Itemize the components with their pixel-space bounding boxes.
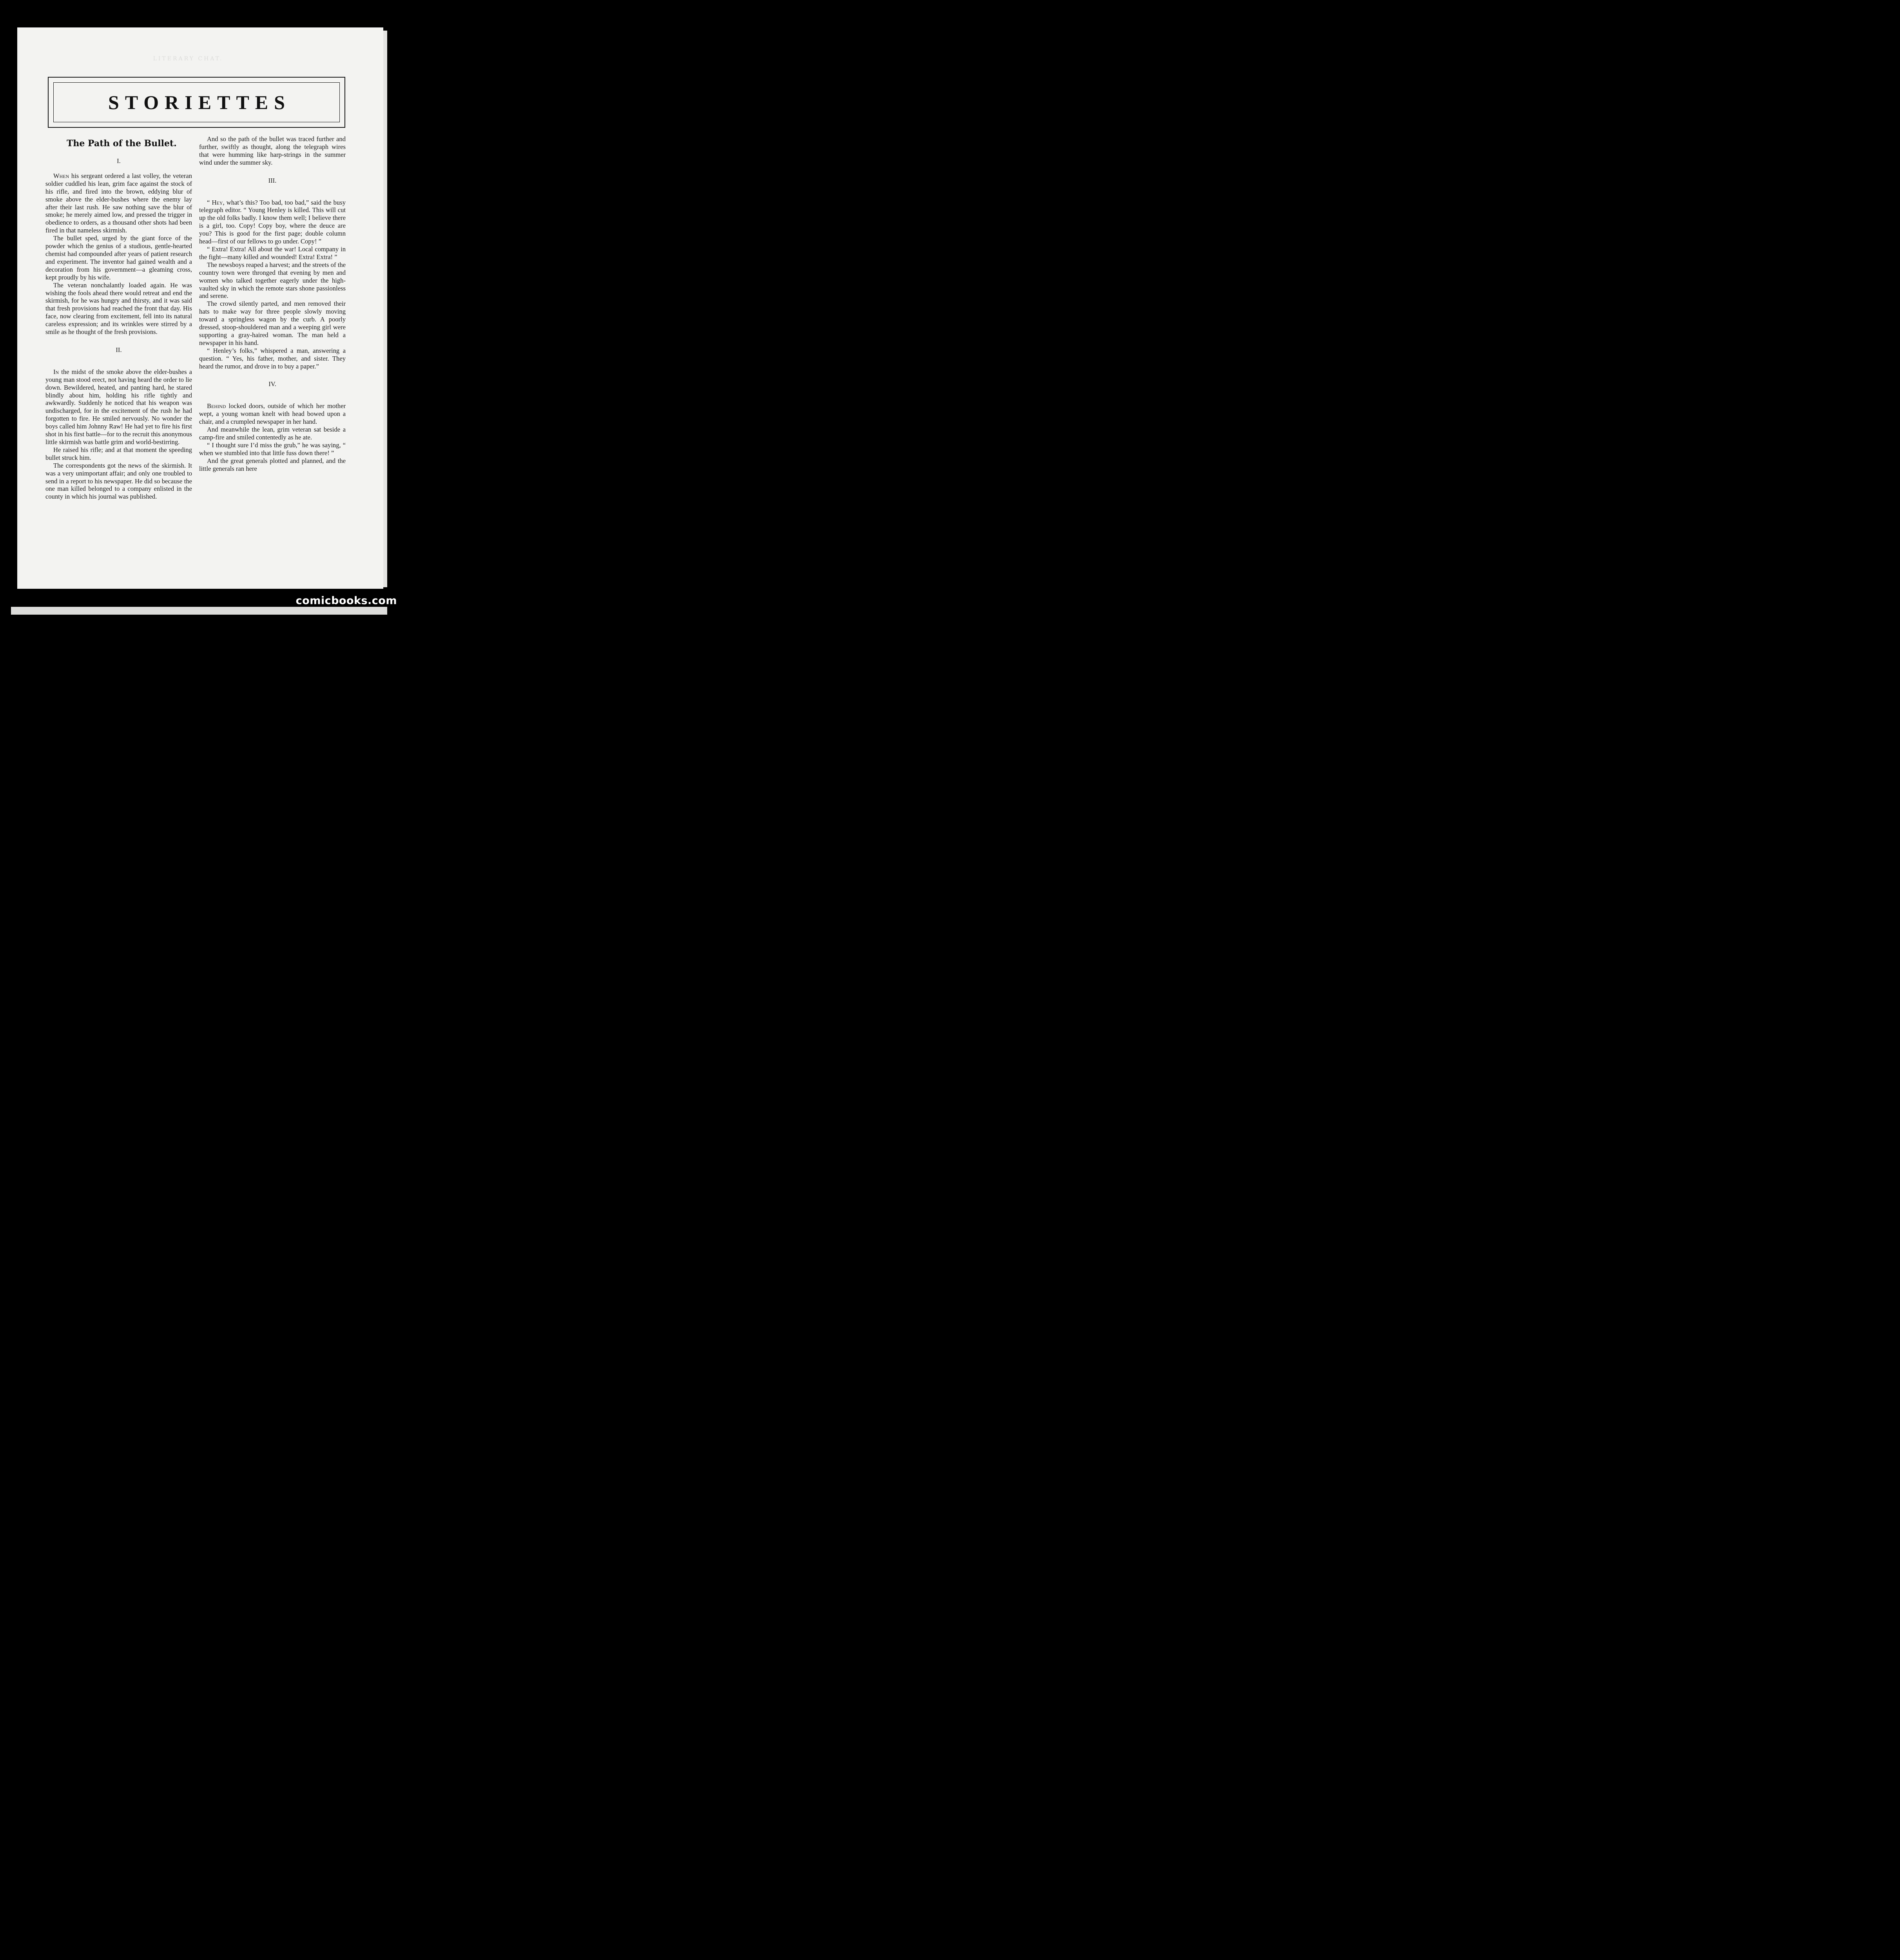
paragraph: And so the path of the bullet was traced further and further, swiftly as thought, along the telegraph wires that were humming like harp-strings in the summer wind under the summer sky. [199, 135, 346, 166]
paragraph-text: what’s this? Too bad, too bad,” said the busy telegraph editor. “ Young Henley is killed. This will cut up the old folks badly. I know them well; I believe there is a girl, too. Copy! Copy boy, where the deuce are you? This is good for the first page; double column head—first of our fellows to go under. Copy! ” [199, 198, 346, 245]
paragraph-lead: When [53, 172, 69, 180]
paragraph [45, 368, 192, 446]
paragraph: And meanwhile the lean, grim veteran sat beside a camp-fire and smiled contentedly as he ate. [199, 426, 346, 441]
spacer [199, 370, 346, 380]
watermark: comicbooks.com [296, 595, 397, 607]
section-title: STORIETTES [108, 91, 291, 113]
next-page-edge [11, 607, 387, 615]
paragraph [199, 199, 346, 245]
paragraph: “ Henley’s folks,” whispered a man, answering a question. “ Yes, his father, mother, and sister. They heard the rumor, and drove in to buy a paper.” [199, 347, 346, 370]
section-numeral: III. [268, 176, 277, 184]
paragraph-text: the midst of the smoke above the elder-bushes a young man stood erect, not having heard the order to lie down. Bewildered, heated, and panting hard, he stared blindly about him, holding his rifle tightly and awkwardly. Suddenly he noticed that his weapon was undischarged, for in the excitement of the rush he had forgotten to fire. He smiled nervously. No wonder the boys called him Johnny Raw! He had yet to fire his first shot in his first battle—for to the recruit this anonymous little skirmish was battle grim and world-bestirring. [45, 368, 192, 446]
spacer [199, 395, 346, 402]
paragraph-text: his sergeant ordered a last volley, the veteran soldier cuddled his lean, grim face against the stock of his rifle, and fired into the brown, eddying blur of smoke above the elder-bushes where the enemy lay after their last rush. He saw nothing save the blur of smoke; he merely aimed low, and pressed the trigger in obedience to orders, as a thousand other shots had been fired in that nameless skirmish. [45, 172, 192, 234]
paragraph: And the great generals plotted and planned, and the little generals ran here [199, 457, 346, 472]
spacer [45, 361, 192, 368]
section-title-box [48, 77, 345, 128]
paragraph: The correspondents got the news of the skirmish. It was a very unimportant affair; and only one troubled to send in a report to his newspaper. He did so because the one man killed belonged to a company enlisted in the county in which his journal was published. [45, 461, 192, 501]
paragraph [45, 172, 192, 234]
paragraph-lead: “ Hey, [207, 198, 225, 206]
paragraph-lead: In [53, 368, 59, 376]
section-numeral: II. [116, 346, 122, 354]
section-numeral: IV. [268, 380, 276, 388]
section-title-inner-frame [53, 82, 340, 122]
bleedthrough-header: LITERARY CHAT. [153, 56, 223, 62]
section-numeral: I. [117, 157, 121, 165]
spacer [45, 336, 192, 346]
paragraph [199, 402, 346, 426]
story-title: The Path of the Bullet. [67, 138, 177, 149]
paragraph: The crowd silently parted, and men removed their hats to make way for three people slowly moving toward a springless wagon by the curb. A poorly dressed, stoop-shouldered man and a weeping girl were supporting a gray-haired woman. The man held a newspaper in his hand. [199, 300, 346, 347]
left-column [45, 135, 192, 501]
paragraph-lead: Behind [207, 402, 226, 410]
paragraph: The veteran nonchalantly loaded again. He was wishing the fools ahead there would retreat and end the skirmish, for he was hungry and thirsty, and it was said that fresh provisions had reached the front that day. His face, now clearing from excitement, fell into its natural careless expression; and its wrinkles were stirred by a smile as he thought of the fresh provisions. [45, 281, 192, 336]
paragraph: “ I thought sure I’d miss the grub,” he was saying, “ when we stumbled into that little fuss down there! ” [199, 441, 346, 457]
paragraph: The bullet sped, urged by the giant force of the powder which the genius of a studious, gentle-hearted chemist had compounded after years of patient research and experiment. The inventor had gained wealth and a decoration from his government—a gleaming cross, kept proudly by his wife. [45, 234, 192, 281]
paragraph: He raised his rifle; and at that moment the speeding bullet struck him. [45, 446, 192, 461]
paragraph-text: locked doors, outside of which her mother wept, a young woman knelt with head bowed upon a chair, and a crumpled newspaper in her hand. [199, 402, 346, 426]
spacer [199, 167, 346, 177]
spacer [199, 192, 346, 199]
paragraph: The newsboys reaped a harvest; and the streets of the country town were thronged that evening by men and women who talked together eagerly under the high-vaulted sky in which the remote stars shone passionless and serene. [199, 261, 346, 300]
paragraph: “ Extra! Extra! All about the war! Local company in the fight—many killed and wounded! Extra! Extra! ” [199, 245, 346, 261]
right-column [199, 135, 346, 473]
